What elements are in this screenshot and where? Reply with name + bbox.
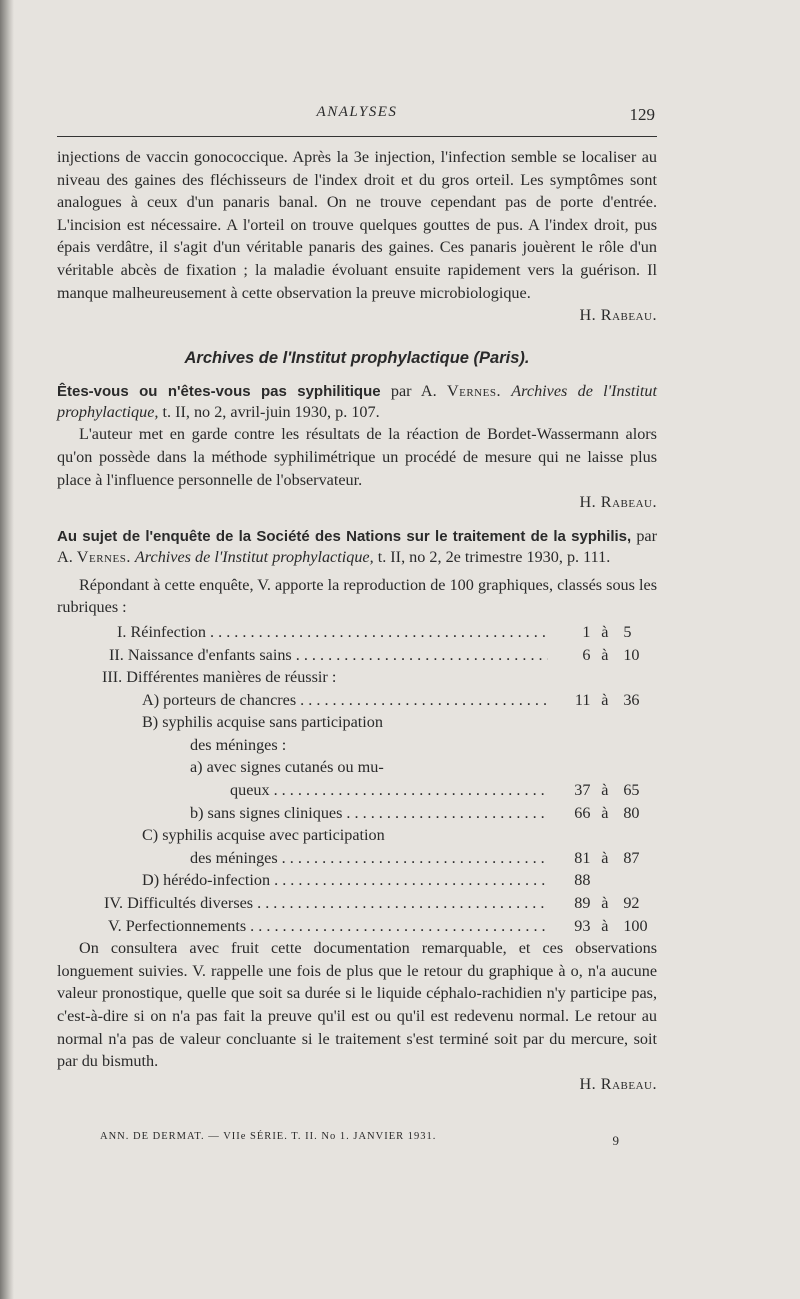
toc-row: III. Différentes manières de réussir : bbox=[102, 668, 337, 687]
toc-row: A) porteurs de chancres . . . 11 à 36 bbox=[57, 689, 657, 712]
toc-row: II. Naissance d'enfants sains . . . 6 à 10 bbox=[57, 644, 657, 667]
article2-heading bbox=[57, 526, 657, 568]
toc-row: des méninges : bbox=[190, 735, 287, 754]
toc-row: a) avec signes cutanés ou mu- bbox=[190, 758, 384, 777]
toc-row: V. Perfectionnements . . . 93 à 100 bbox=[57, 915, 657, 938]
toc-row: queux . . . 37 à 65 bbox=[57, 779, 657, 802]
toc-row: D) hérédo-infection . . . 88 bbox=[57, 869, 657, 892]
intro-signature: H. Rabeau. bbox=[579, 306, 657, 325]
article2-journal: Archives de l'Institut prophylactique, bbox=[134, 547, 374, 566]
article1-journal: Archives de l'Institut prophylactique, bbox=[57, 382, 657, 422]
article2-intro: Répondant à cette enquête, V. apporte la reproduction de 100 graphiques, classés sous les rubriques : bbox=[57, 575, 657, 617]
article1-signature: H. Rabeau. bbox=[579, 493, 657, 512]
toc-row: IV. Difficultés diverses . . . 89 à 92 bbox=[57, 892, 657, 915]
article1-by: par A. bbox=[390, 382, 437, 401]
article1-title: Êtes-vous ou n'êtes-vous pas syphilitique bbox=[57, 383, 381, 401]
graph-index bbox=[57, 621, 657, 937]
page-footer bbox=[100, 1131, 660, 1148]
article2-author: Vernes. bbox=[76, 547, 131, 566]
article2-ref: t. II, no 2, 2e trimestre 1930, p. 111. bbox=[377, 547, 611, 566]
toc-row: B) syphilis acquise sans participation bbox=[142, 713, 383, 732]
toc-row: b) sans signes cliniques . . . 66 à 80 bbox=[57, 802, 657, 825]
page-number: 129 bbox=[629, 105, 655, 124]
intro-paragraph: injections de vaccin gonococcique. Après la 3e injection, l'infection semble se localiser au niveau des gaines des fléchisseurs de l'index droit et du gros orteil. Les symptômes sont analogues à ceux d'un panaris banal. On ne trouve cependant pas de porte d'entrée. L'incision est nécessaire. A l'orteil on trouve quelques gouttes de pus. A l'index droit, pus épais verdâtre, il s'agit d'un véritable panaris des gaines. Ces panaris jouèrent le rôle d'un véritable abcès de fixation ; la maladie évoluant ensuite rapidement vers la guérison. Il manque malheureusement à cette observation la preuve microbiologique. bbox=[57, 148, 657, 302]
section-title: Archives de l'Institut prophylactique (Paris). bbox=[184, 348, 530, 367]
article1-body: L'auteur met en garde contre les résultats de la réaction de Bordet-Wassermann alors qu'on possède dans la méthode syphilimétrique un procédé de mesure qui ne laisse plus place à l'influence personnelle de l'observateur. bbox=[57, 425, 657, 489]
running-head: ANALYSES bbox=[316, 104, 398, 120]
article2-body: On consultera avec fruit cette documentation remarquable, et ces observations longuement suivies. V. rappelle une fois de plus que le retour du graphique à o, n'a aucune valeur pronostique, quelle que soit sa durée si le liquide céphalo-rachidien n'y participe pas, c'est-à-dire si on n'a pas fait la preuve qu'il est ou qu'il est redevenu normal. Le retour au normal n'a pas de valeur concluante si le traitement s'est terminé soit par du mercure, soit par du bismuth. bbox=[57, 939, 657, 1071]
toc-row: des méninges . . . 81 à 87 bbox=[57, 847, 657, 870]
article2-title: Au sujet de l'enquête de la Société des Nations sur le traitement de la syphilis, bbox=[57, 527, 632, 545]
article2-by: par A. bbox=[57, 526, 657, 566]
toc-row: I. Réinfection . . . 1 à 5 bbox=[57, 621, 657, 644]
sheet-number: 9 bbox=[612, 1133, 620, 1148]
toc-row: C) syphilis acquise avec participation bbox=[142, 826, 385, 845]
article1-heading bbox=[57, 381, 657, 423]
article2-signature: H. Rabeau. bbox=[579, 1074, 657, 1093]
page-content bbox=[57, 146, 657, 1095]
article1-ref: t. II, no 2, avril-juin 1930, p. 107. bbox=[162, 403, 380, 422]
footer-citation: ANN. DE DERMAT. — VIIe SÉRIE. T. II. No 1. JANVIER 1931. bbox=[100, 1131, 437, 1142]
page-header bbox=[57, 96, 657, 137]
article1-author: Vernes. bbox=[446, 382, 502, 401]
